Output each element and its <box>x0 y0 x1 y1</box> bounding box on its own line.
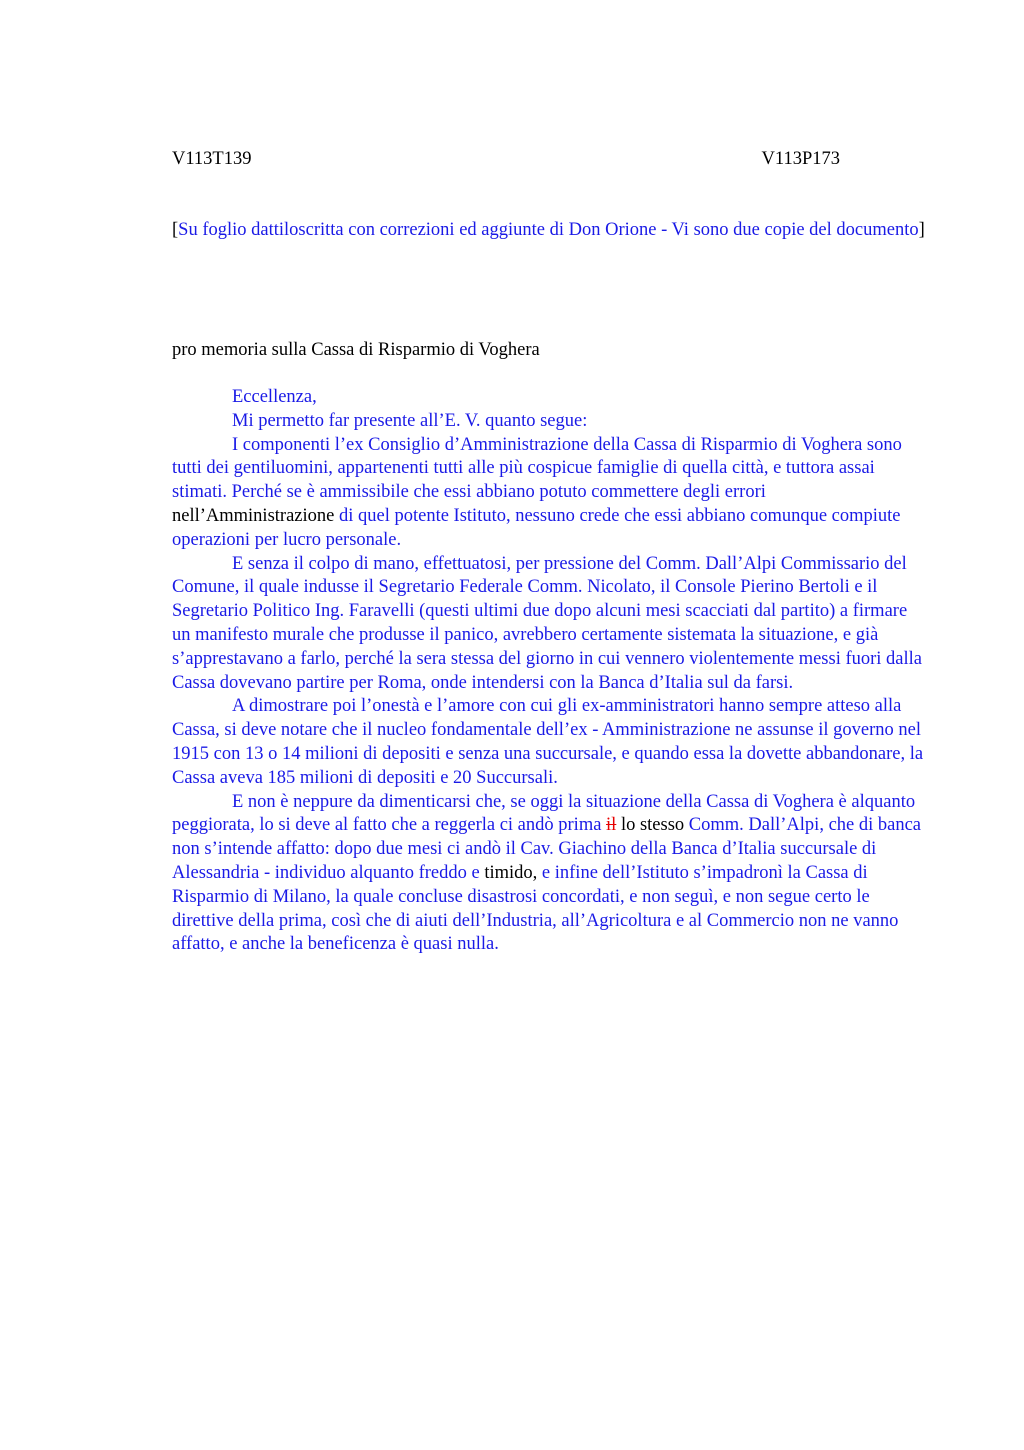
note-open-bracket: [ <box>172 220 179 240</box>
editorial-note <box>172 218 932 242</box>
letter-body <box>172 386 928 957</box>
note-close-bracket: ] <box>918 220 925 240</box>
document-code-left: V113T139 <box>172 149 252 169</box>
paragraph-1-part-a: I componenti l’ex Consiglio d’Amministrazione della Cassa di Risparmio di Voghera sono tutti dei gentiluomini, appartenenti tutti alle più cospicue famiglie di quella città, e tuttora assai stimati. Perché se è ammissibile che essi abbiano potuto commettere degli errori <box>172 434 902 503</box>
document-header <box>172 148 840 170</box>
note-text: Su foglio dattiloscritta con correzioni ed aggiunte di Don Orione - Vi sono due copie del documento <box>178 220 919 240</box>
paragraph-2: E senza il colpo di mano, effettuatosi, per pressione del Comm. Dall’Alpi Commissario del Comune, il quale indusse il Segretario Federale Comm. Nicolato, il Console Pierino Bertoli e il Segretario Politico Ing. Faravelli (questi ultimi due dopo alcuni mesi scacciati dal partito) a firmare un manifesto murale che produsse il panico, avrebbero certamente sistemata la situazione, e già s’apprestavano a farlo, perché la sera stessa del giorno in cui vennero violentemente messi fuori dalla Cassa dovevano partire per Roma, onde intendersi con la Banca d’Italia sul da farsi. <box>172 553 922 693</box>
paragraph-1-part-b: nell’Amministrazione <box>172 505 335 526</box>
struck-word: il <box>606 815 617 836</box>
paragraph-1 <box>172 434 928 553</box>
paragraph-4 <box>172 791 928 958</box>
document-code-right: V113P173 <box>761 149 840 169</box>
paragraph-4-part-a: E non è neppure da dimenticarsi che, se oggi la situazione della Cassa di Voghera è alquanto peggiorata, lo si deve al fatto che a reggerla ci andò prima <box>172 791 916 836</box>
intro-line: Mi permetto far presente all’E. V. quanto segue: <box>232 410 588 431</box>
paragraph-4-part-e: e infine dell’Istituto s’impadronì la Cassa di Risparmio di Milano, la quale concluse disastrosi concordati, e non seguì, e non segue certo le direttive della prima, così che di aiuti dell’Industria, all’Agricoltura e al Commercio non ne vanno affatto, e anche la beneficenza è quasi nulla. <box>172 862 899 955</box>
paragraph-4-part-c: Comm. Dall’Alpi, che di banca non s’intende affatto: dopo due mesi ci andò il Cav. Giachino della Banca d’Italia succursale di Alessandria - individuo alquanto freddo e <box>172 815 922 883</box>
paragraph-4-part-b: lo stesso <box>616 815 685 836</box>
salutation: Eccellenza, <box>232 387 317 407</box>
paragraph-3: A dimostrare poi l’onestà e l’amore con cui gli ex-amministratori hanno sempre atteso alla Cassa, si deve notare che il nucleo fondamentale dell’ex - Amministrazione ne assunse il governo nel 1915 con 13 o 14 milioni di depositi e senza una succursale, e quando essa la dovette abbandonare, la Cassa aveva 185 milioni di depositi e 20 Succursali. <box>172 696 924 788</box>
document-title: pro memoria sulla Cassa di Risparmio di Voghera <box>172 340 540 360</box>
paragraph-4-part-d: timido, <box>479 862 538 883</box>
paragraph-1-part-c: di quel potente Istituto, nessuno crede che essi abbiano comunque compiute operazioni per lucro personale. <box>172 505 901 550</box>
